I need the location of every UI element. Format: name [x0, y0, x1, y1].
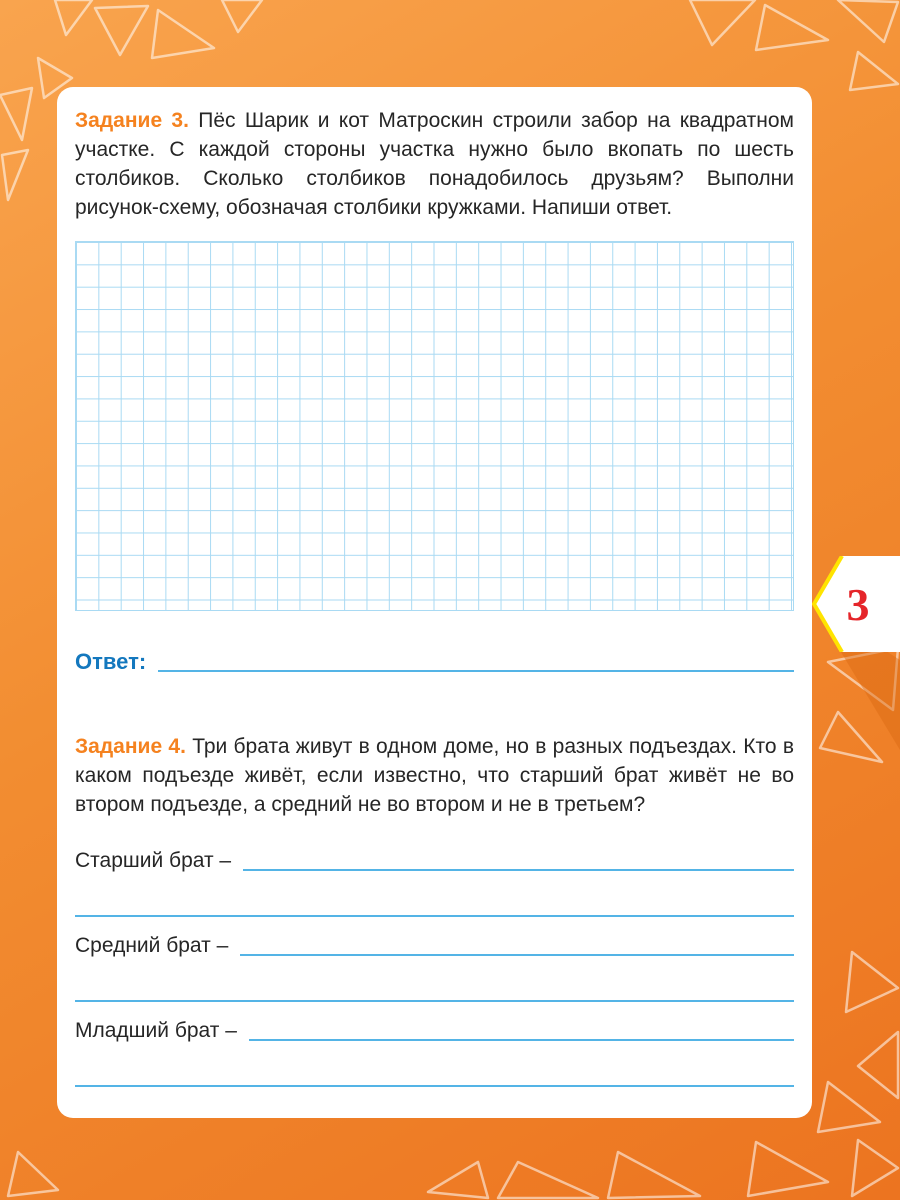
field-youngest-brother — [75, 1016, 794, 1045]
eldest-brother-label: Старший брат – — [75, 848, 232, 872]
youngest-brother-extra-line — [75, 1085, 794, 1087]
answer-label: Ответ: — [75, 648, 147, 674]
page-number: 3 — [846, 578, 870, 630]
field-eldest-brother — [75, 846, 794, 875]
drawing-grid — [75, 241, 794, 611]
eldest-brother-writing-line — [243, 869, 794, 871]
task3-section — [75, 107, 794, 675]
worksheet-page — [57, 87, 812, 1118]
youngest-brother-writing-line — [249, 1039, 794, 1041]
middle-brother-label: Средний брат – — [75, 933, 229, 957]
task4-text-block — [75, 733, 794, 820]
middle-brother-extra-line — [75, 1000, 794, 1002]
field-middle-brother — [75, 931, 794, 960]
task4-label: Задание 4. — [75, 734, 186, 758]
middle-brother-writing-line — [240, 954, 794, 956]
task3-body-text: Пёс Шарик и кот Матроскин строили забор на квадратном участке. С каждой стороны участка нужно было вкопать по шесть столбиков. Сколько столбиков понадобилось друзьям? Выполни рисунок-схему, обозначая столбики кружками. Напиши ответ. — [75, 109, 794, 219]
answer-row — [75, 645, 794, 675]
task3-label: Задание 3. — [75, 109, 189, 132]
youngest-brother-label: Младший брат – — [75, 1018, 237, 1042]
task3-text-block — [75, 107, 794, 223]
task4-section — [75, 733, 794, 1087]
page-tab — [812, 556, 900, 652]
task4-body-text: Три брата живут в одном доме, но в разных подъездах. Кто в каком подъезде живёт, если известно, что старший брат живёт не во втором подъезде, а средний не во втором и не в третьем? — [75, 734, 794, 816]
eldest-brother-extra-line — [75, 915, 794, 917]
answer-writing-line — [158, 670, 794, 672]
